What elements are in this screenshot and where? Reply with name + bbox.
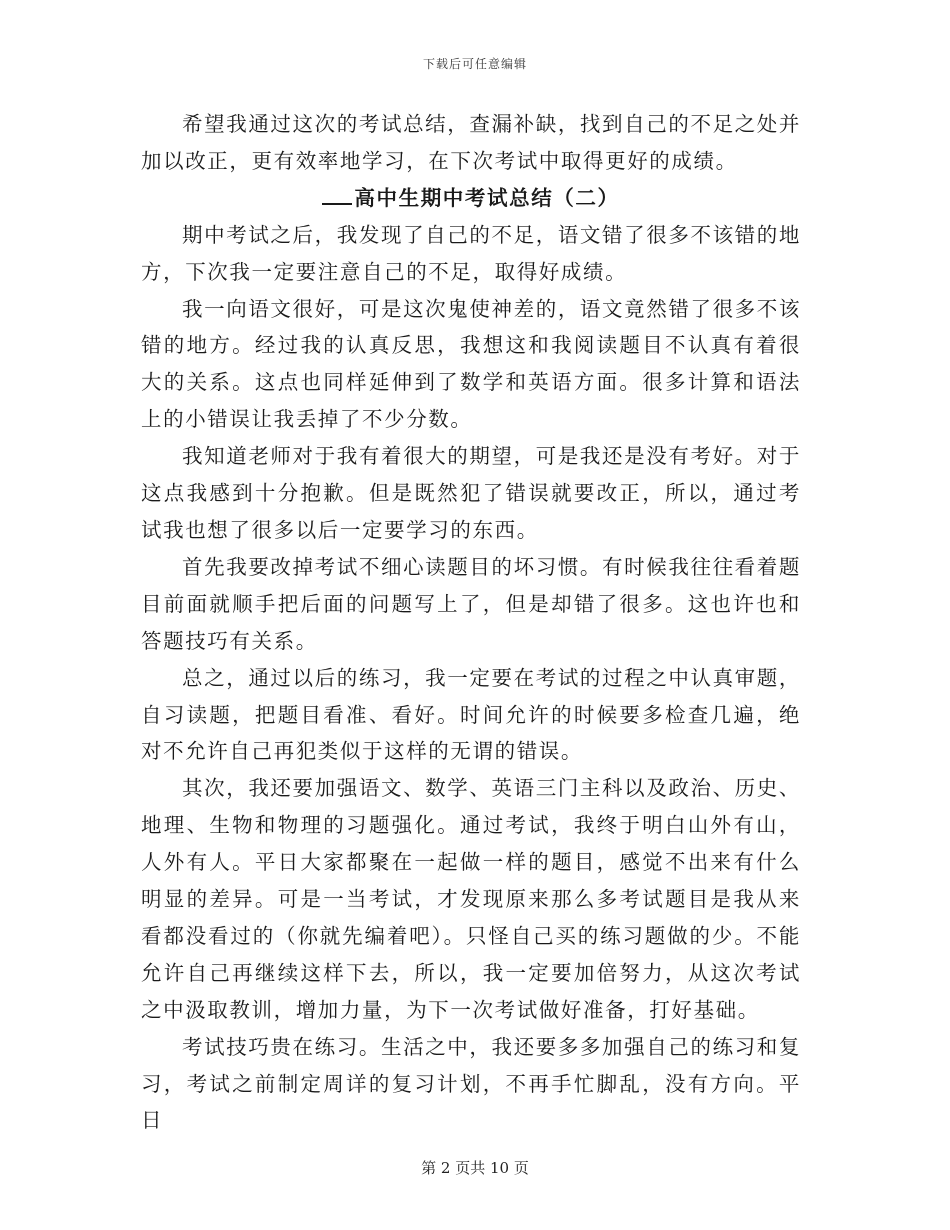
paragraph-intro: 希望我通过这次的考试总结，查漏补缺，找到自己的不足之处并加以改正，更有效率地学习，在下次考试中取得更好的成绩。 <box>141 112 801 173</box>
title-blank-underline <box>322 183 352 205</box>
paragraph: 我一向语文很好，可是这次鬼使神差的，语文竟然错了很多不该错的地方。经过我的认真反思，我想这和我阅读题目不认真有着很大的关系。这点也同样延伸到了数学和英语方面。很多计算和语法上的小错误让我丢掉了不少分数。 <box>141 296 801 432</box>
document-body <box>141 106 801 1139</box>
section-title <box>141 180 801 217</box>
paragraph: 其次，我还要加强语文、数学、英语三门主科以及政治、历史、地理、生物和物理的习题强化。通过考试，我终于明白山外有山，人外有人。平日大家都聚在一起做一样的题目，感觉不出来有什么明显的差异。可是一当考试，才发现原来那么多考试题目是我从来看都没看过的（你就先编着吧）。只怪自己买的练习题做的少。不能允许自己再继续这样下去，所以，我一定要加倍努力，从这次考试之中汲取教训，增加力量，为下一次考试做好准备，打好基础。 <box>141 776 801 1022</box>
paragraph: 考试技巧贵在练习。生活之中，我还要多多加强自己的练习和复习，考试之前制定周详的复习计划，不再手忙脚乱，没有方向。平日 <box>141 1034 801 1133</box>
paragraph: 我知道老师对于我有着很大的期望，可是我还是没有考好。对于这点我感到十分抱歉。但是既然犯了错误就要改正，所以，通过考试我也想了很多以后一定要学习的东西。 <box>141 444 801 542</box>
section-title-text: 高中生期中考试总结（二） <box>354 185 620 210</box>
paragraph: 期中考试之后，我发现了自己的不足，语文错了很多不该错的地方，下次我一定要注意自己的不足，取得好成绩。 <box>141 222 801 284</box>
paragraph: 首先我要改掉考试不细心读题目的坏习惯。有时候我往往看着题目前面就顺手把后面的问题写上了，但是却错了很多。这也许也和答题技巧有关系。 <box>141 554 801 653</box>
page-number-footer: 第 2 页共 10 页 <box>421 1159 529 1177</box>
page-header-note: 下载后可任意编辑 <box>422 57 527 71</box>
paragraph: 总之，通过以后的练习，我一定要在考试的过程之中认真审题，自习读题，把题目看准、看好。时间允许的时候要多检查几遍，绝对不允许自己再犯类似于这样的无谓的错误。 <box>141 665 801 764</box>
